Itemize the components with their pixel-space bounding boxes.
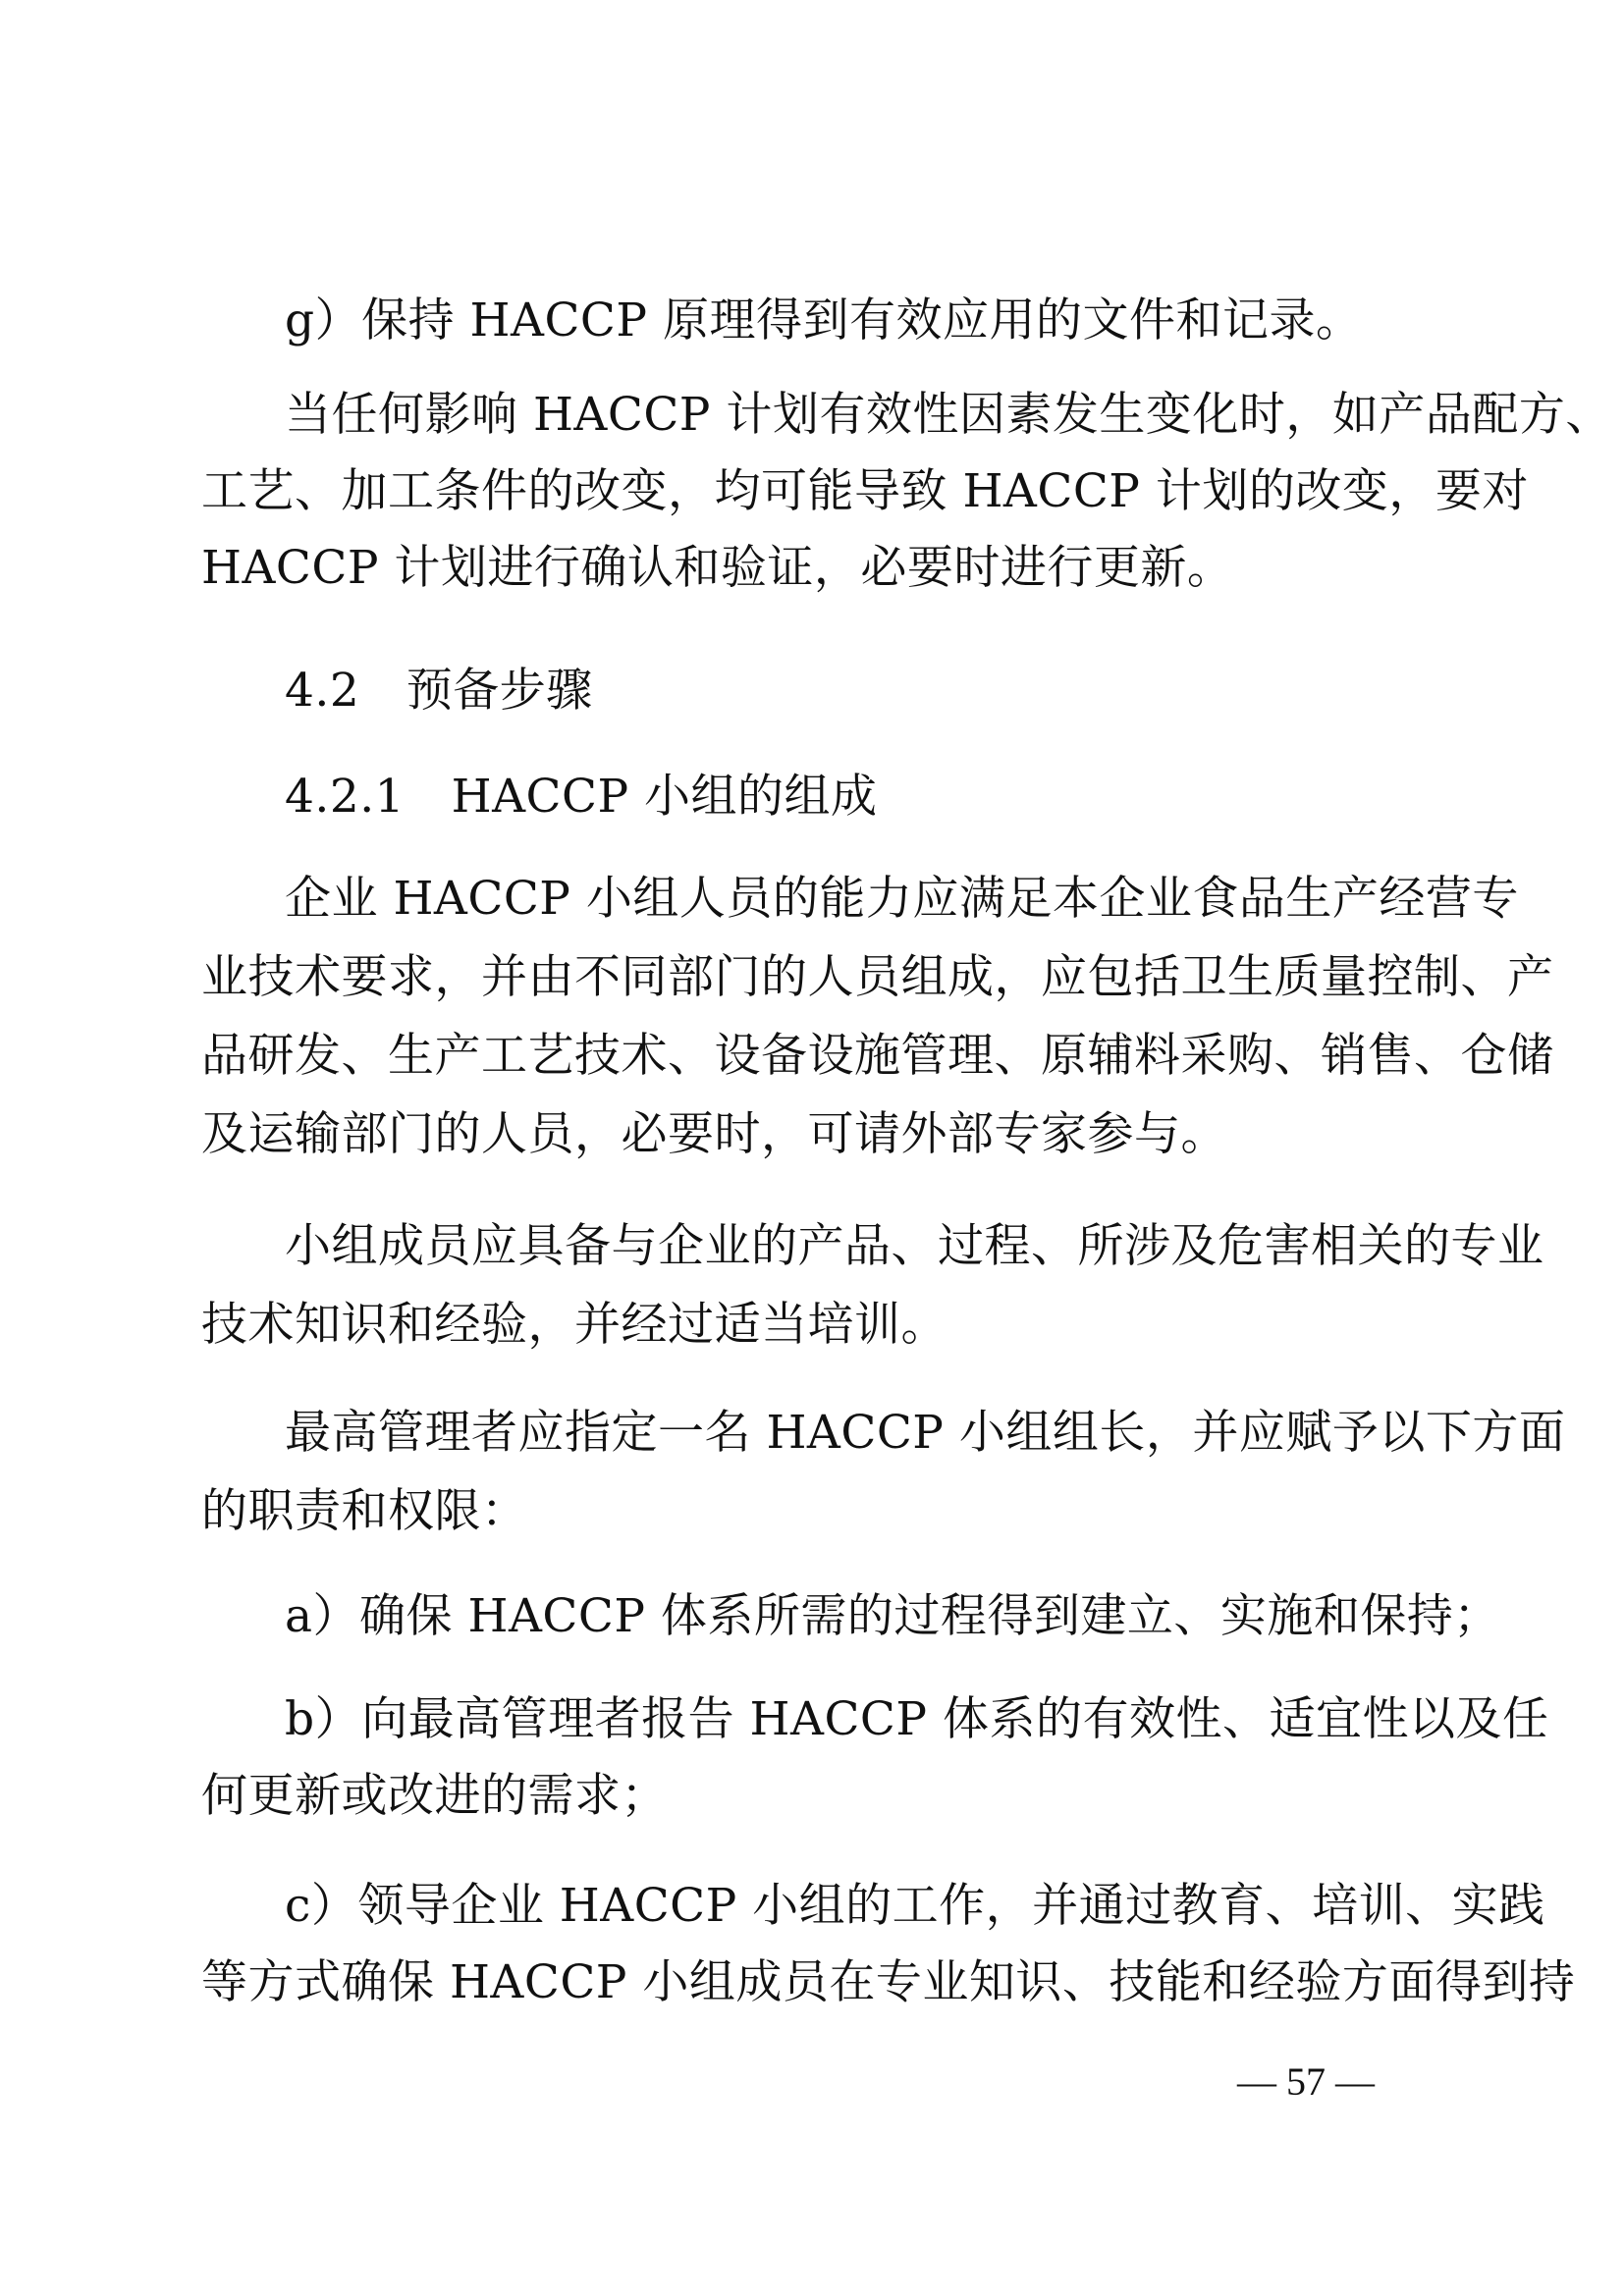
paragraph-line: 当任何影响 HACCP 计划有效性因素发生变化时，如产品配方、 bbox=[285, 388, 1612, 442]
list-item-c-continued: 等方式确保 HACCP 小组成员在专业知识、技能和经验方面得到持 bbox=[201, 1955, 1576, 2009]
paragraph-line: 品研发、生产工艺技术、设备设施管理、原辅料采购、销售、仓储 bbox=[201, 1029, 1554, 1083]
list-item-b-continued: 何更新或改进的需求； bbox=[201, 1769, 668, 1823]
section-heading-4-2-1: 4.2.1 HACCP 小组的组成 bbox=[285, 770, 878, 824]
paragraph-line: 的职责和权限： bbox=[201, 1484, 528, 1538]
paragraph-line: 及运输部门的人员，必要时，可请外部专家参与。 bbox=[201, 1107, 1227, 1161]
paragraph-line: 工艺、加工条件的改变，均可能导致 HACCP 计划的改变，要对 bbox=[201, 464, 1529, 518]
list-item-c: c）领导企业 HACCP 小组的工作，并通过教育、培训、实践 bbox=[285, 1879, 1545, 1933]
list-item-g: g）保持 HACCP 原理得到有效应用的文件和记录。 bbox=[285, 294, 1363, 347]
list-item-b: b）向最高管理者报告 HACCP 体系的有效性、适宜性以及任 bbox=[285, 1692, 1549, 1746]
paragraph-line: HACCP 计划进行确认和验证，必要时进行更新。 bbox=[201, 541, 1234, 595]
paragraph-line: 技术知识和经验，并经过适当培训。 bbox=[201, 1298, 947, 1352]
list-item-a: a）确保 HACCP 体系所需的过程得到建立、实施和保持； bbox=[285, 1589, 1500, 1643]
paragraph-line: 业技术要求，并由不同部门的人员组成，应包括卫生质量控制、产 bbox=[201, 950, 1554, 1004]
page-number: — 57 — bbox=[1237, 2059, 1375, 2104]
paragraph-line: 企业 HACCP 小组人员的能力应满足本企业食品生产经营专 bbox=[285, 872, 1519, 926]
section-heading-4-2: 4.2 预备步骤 bbox=[285, 664, 593, 718]
paragraph-line: 最高管理者应指定一名 HACCP 小组组长，并应赋予以下方面 bbox=[285, 1406, 1566, 1460]
paragraph-line: 小组成员应具备与企业的产品、过程、所涉及危害相关的专业 bbox=[285, 1219, 1544, 1273]
